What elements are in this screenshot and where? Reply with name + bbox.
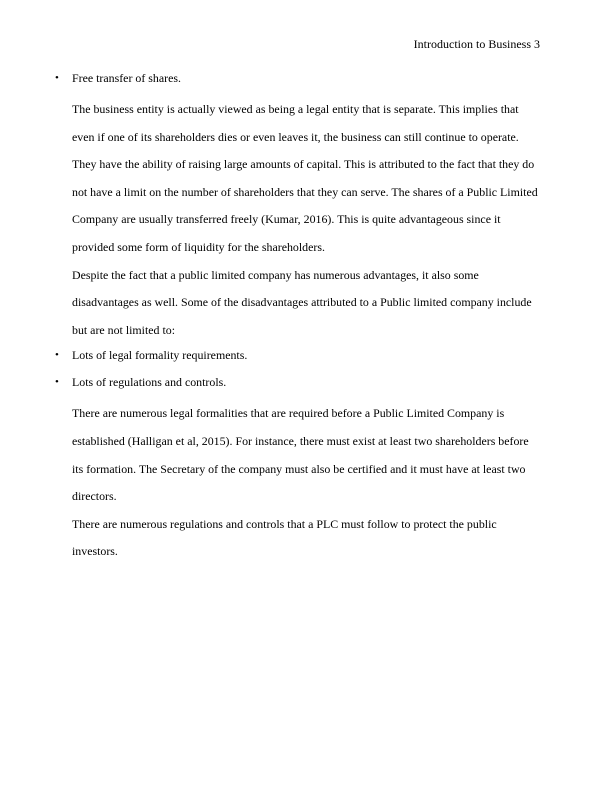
bullet-icon: • [55, 72, 59, 84]
bullet-item-free-transfer [55, 69, 540, 88]
bullet-text: Lots of legal formality requirements. [72, 348, 248, 363]
paragraph-separate-entity: The business entity is actually viewed as being a legal entity that is separate. This implies that even if one of its shareholders dies or even leaves it, the business can still continue to operate. They have the ability of raising large amounts of capital. This is attributed to the fact that they do not have a limit on the number of shareholders that they can serve. The shares of a Public Limited Company are usually transferred freely (Kumar, 2016). This is quite advantageous since it provided some form of liquidity for the shareholders. [72, 102, 538, 254]
bullet-item-regulations [55, 373, 540, 392]
bullet-text: Lots of regulations and controls. [72, 375, 227, 390]
bullet-text: Free transfer of shares. [72, 71, 181, 85]
paragraph-regulations: There are numerous regulations and controls that a PLC must follow to protect the public investors. [72, 516, 497, 559]
bullet-icon: • [55, 376, 59, 389]
paragraph-disadvantages-intro: Despite the fact that a public limited company has numerous advantages, it also some disadvantages as well. Some of the disadvantages attributed to a Public limited company include but are not limited to: [72, 267, 532, 337]
running-head: Introduction to Business 3 [413, 37, 540, 51]
bullet-icon: • [55, 349, 59, 362]
paragraph-legal-formalities: There are numerous legal formalities that are required before a Public Limited Company is established (Halligan et al, 2015). For instance, there must exist at least two shareholders before its formation. The Secretary of the company must also be certified and it must have at least two directors. [72, 406, 529, 504]
document-body [55, 69, 540, 566]
bullet-item-legal-formality [55, 346, 540, 365]
